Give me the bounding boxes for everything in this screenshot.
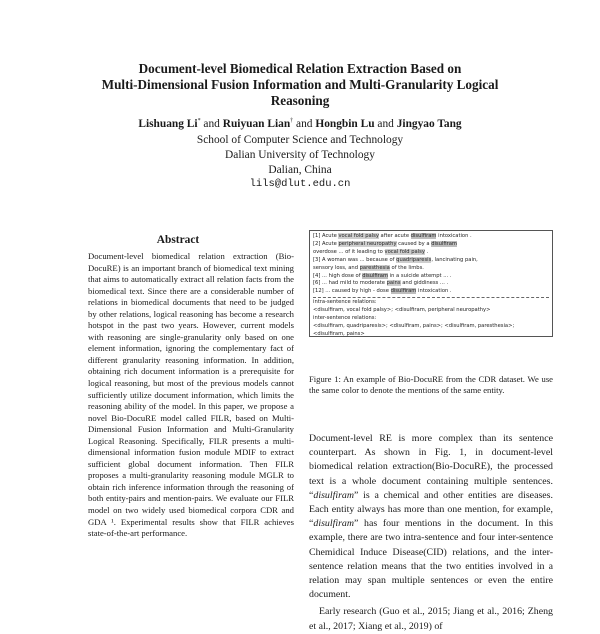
sentence-text: , lancinating pain, [431, 256, 478, 263]
sentence-text: [4] ... high dose of [313, 272, 363, 279]
disease-mention: vocal fold palsy [384, 248, 425, 255]
sentence-text: sensory loss, and [313, 264, 360, 271]
author-mark: * [197, 118, 201, 125]
author-name: Jingyao Tang [396, 118, 462, 130]
figure-sentence-line [313, 288, 549, 296]
para1-text: Document-level RE is more complex than its sentence counterpart. As shown in Fig. 1, in document-level biomedical relation extraction(Bio-DocuRE), the processed text is a whole document containing multiple sentences. “ [309, 433, 553, 501]
author-and: and [377, 118, 394, 130]
disease-mention: vocal fold palsy [338, 233, 379, 239]
para1-text: ” is a chemical and other entities are diseases. Each entity always has more than one mention, for example, “ [309, 489, 553, 530]
affiliation-line: Dalian, China [268, 164, 332, 176]
paper-title [40, 61, 560, 109]
author-and: and [203, 118, 220, 130]
sentence-text: intoxication . [416, 288, 452, 295]
chemical-mention: disulfiram [410, 233, 437, 239]
figure-sentence-line [313, 265, 549, 273]
sentence-text: caused by a [396, 240, 432, 247]
sentence-text: intoxication . [436, 233, 472, 239]
intra-relations-row: <disulfiram, vocal fold palsy>; <disulfiram, peripheral neuropathy> [313, 307, 491, 314]
title-line: Multi-Dimensional Fusion Information and Multi-Granularity Logical [101, 77, 499, 92]
figure-sentence-line [313, 233, 549, 241]
figure-1-caption: Figure 1: An example of Bio-DocuRE from the CDR dataset. We use the same color to denote the mentions of the same entity. [309, 374, 553, 396]
inter-relations-row: <disulfiram, quadriparesis>; <disulfiram, pains>; <disulfiram, paresthesia>; [313, 322, 515, 329]
disease-mention: peripheral neuropathy [338, 240, 397, 247]
figure-sentence-line [313, 257, 549, 265]
chemical-mention: disulfiram [362, 272, 389, 279]
abstract-text: Document-level biomedical relation extraction (Bio-DocuRE) is an important branch of biomedical text mining that aims to automatically extract all relation facts from the biomedical text. Since there are a considerable number of relations in biomedical documents that need to be judged by other relations, logical reasoning has become a research hotspot in the past two years. However, current models with reasoning are single-granularity only based on one element information, ignoring the complementary fact of different granularity reasoning information. In addition, obtaining rich document information is a prerequisite for logical reasoning, but most of the previous models cannot sufficiently utilize document information, which limits the reasoning ability of the model. In this paper, we propose a novel Bio-DocuRE model called FILR, based on Multi-Dimensional Fusion Information and Multi-Granularity Logical Reasoning. Specifically, FILR presents a multi-dimensional information fusion module MDIF to extract sufficient global document information. Then FILR proposes a multi-granularity reasoning module MGLR to obtain rich inference information through the reasoning of both entity-pairs and mention-pairs. We evaluate our FILR model on two widely used biomedical corpora CDR and GDA ¹. Experimental results show that FILR achieves state-of-the-art performance. [88, 251, 294, 539]
author-name: Hongbin Lu [315, 118, 375, 130]
chemical-mention: disulfiram [431, 240, 457, 247]
sentence-text: in a suicide attempt ... . [388, 272, 452, 279]
sentence-text: overdose ... of it leading to [313, 248, 385, 255]
inter-relations-row: <disulfiram, pains> [313, 330, 365, 337]
sentence-text: of the limbs. [389, 264, 424, 271]
sentence-text: [12] ... caused by high - dose [313, 288, 391, 295]
sentence-text: [6] ... had mild to moderate [313, 280, 387, 287]
author-email[interactable]: lils@dlut.edu.cn [249, 178, 351, 190]
disease-mention: quadriparesis [396, 256, 432, 263]
figure-sentence-line [313, 280, 549, 288]
intra-relations-label: intra-sentence relations: [313, 299, 377, 306]
author-name: Ruiyuan Lian [222, 118, 291, 130]
sentence-text: [2] Acute [313, 240, 339, 247]
para1-text: ” has four mentions in the document. In this example, there are two intra-sentence and four inter-sentence Chemidical Induce Disease(CID) relations, and the inter-sentence relation means that the two entities involved in a relation may span multiple sentences or even the entire document. [309, 518, 553, 601]
sentence-text: after acute [378, 233, 411, 239]
sentence-text: . [424, 248, 429, 255]
author-name: Lishuang Li [138, 118, 198, 130]
affiliation-line: Dalian University of Technology [225, 149, 375, 161]
sentence-text: [3] A woman was ... because of [313, 256, 397, 263]
figure-sentences [313, 233, 549, 296]
sentence-text: [1] Acute [313, 233, 339, 239]
body-paragraph-1 [309, 432, 553, 602]
chemical-mention: disulfiram [390, 288, 417, 295]
disease-mention: pains [386, 280, 401, 287]
entity-disulfiram: disulfiram [313, 489, 354, 501]
author-and: and [296, 118, 313, 130]
figure-sentence-line [313, 273, 549, 281]
inter-relations-label: inter-sentence relations: [313, 315, 377, 322]
entity-disulfiram: disulfiram [313, 518, 354, 530]
disease-mention: paresthesia [359, 264, 390, 271]
author-list [40, 118, 560, 130]
figure-1-box [309, 230, 553, 337]
sentence-text: and giddiness ... . [400, 280, 449, 287]
figure-sentence-line [313, 241, 549, 249]
author-mark: † [290, 118, 294, 125]
abstract-heading: Abstract [156, 234, 200, 246]
body-paragraph-2: Early research (Guo et al., 2015; Jiang et al., 2016; Zheng et al., 2017; Xiang et al., 2019) of [309, 606, 553, 632]
body-text [309, 432, 553, 634]
figure-sentence-line [313, 249, 549, 257]
affiliation-line: School of Computer Science and Technology [196, 134, 404, 146]
title-line: Reasoning [270, 93, 330, 108]
figure-divider [313, 297, 549, 298]
title-line: Document-level Biomedical Relation Extraction Based on [138, 61, 462, 76]
